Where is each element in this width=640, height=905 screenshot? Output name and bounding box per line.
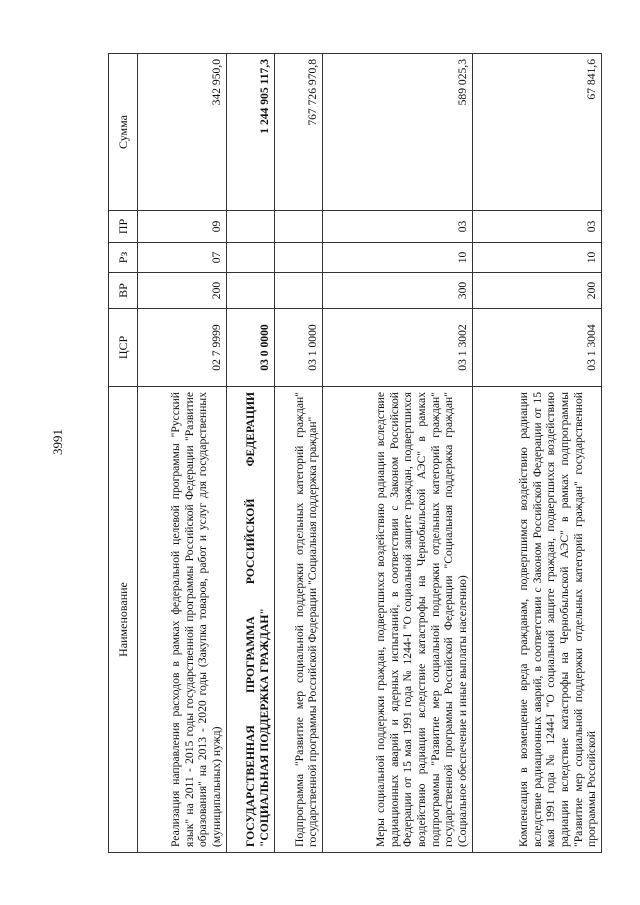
row-name: Компенсация в возмещение вреда гражданам, подвергшимся воздействию радиации вследствие радиационных аварий, в соответствии с Законом Российской Федерации от 15 мая 1991 года № 1244-I "О социальной защите граждан, подвергшихся воздействию радиации вследствие катастрофы на Чернобыльской АЭС" в рамках подпрограммы "Развитие мер социальной поддержки отдельных категорий граждан" государственной программы Российской — [472, 387, 601, 853]
row-rz — [274, 243, 322, 273]
row-pr — [274, 211, 322, 243]
row-csr: 03 1 0000 — [274, 309, 322, 387]
row-name: Подпрограмма "Развитие мер социальной поддержки отдельных категорий граждан" государственной программы Российской Федерации "Социальная поддержка граждан" — [274, 387, 322, 853]
row-vr: 300 — [322, 273, 472, 309]
row-sum: 342 950,0 — [138, 54, 227, 211]
table-row — [472, 54, 601, 853]
row-vr: 200 — [138, 273, 227, 309]
row-csr: 03 0 0000 — [226, 309, 274, 387]
table-row — [226, 54, 274, 853]
row-rz — [226, 243, 274, 273]
row-csr: 02 7 9999 — [138, 309, 227, 387]
row-name: Меры социальной поддержки граждан, подвергшихся воздействию радиации вследствие радиационных аварий и ядерных испытаний, в соответствии с Законом Российской Федерации от 15 мая 1991 года № 1244-I "О социальной защите граждан, подвергшихся воздействию радиации вследствие катастрофы на Чернобыльской АЭС" в рамках подпрограммы "Развитие мер социальной поддержки отдельных категорий граждан" государственной программы Российской Федерации "Социальная поддержка граждан" (Социальное обеспечение и иные выплаты населению) — [322, 387, 472, 853]
row-sum: 67 841,6 — [472, 54, 601, 211]
row-sum: 767 726 970,8 — [274, 54, 322, 211]
row-vr — [226, 273, 274, 309]
header-pr: ПР — [109, 211, 138, 243]
row-pr — [226, 211, 274, 243]
row-csr: 03 1 3004 — [472, 309, 601, 387]
row-vr: 200 — [472, 273, 601, 309]
row-rz: 07 — [138, 243, 227, 273]
table-row — [138, 54, 227, 853]
table-header-row — [109, 54, 138, 853]
row-rz: 10 — [472, 243, 601, 273]
table-row — [322, 54, 472, 853]
row-name: ГОСУДАРСТВЕННАЯ ПРОГРАММА РОССИЙСКОЙ ФЕДЕРАЦИИ "СОЦИАЛЬНАЯ ПОДДЕРЖКА ГРАЖДАН" — [226, 387, 274, 853]
row-sum: 589 025,3 — [322, 54, 472, 211]
table-row — [274, 54, 322, 853]
budget-table — [108, 53, 602, 853]
rotated-page-content — [108, 54, 602, 853]
page-number: 3991 — [50, 429, 65, 455]
row-sum: 1 244 905 117,3 — [226, 54, 274, 211]
row-vr — [274, 273, 322, 309]
row-name: Реализация направления расходов в рамках федеральной целевой программы "Русский язык" на 2011 - 2015 годы государственной программы Российской Федерации "Развитие образования" на 2013 - 2020 годы (Закупка товаров, работ и услуг для государственных (муниципальных) нужд) — [138, 387, 227, 853]
row-pr: 09 — [138, 211, 227, 243]
row-pr: 03 — [472, 211, 601, 243]
header-vr: ВР — [109, 273, 138, 309]
row-rz: 10 — [322, 243, 472, 273]
header-name: Наименование — [109, 387, 138, 853]
header-csr: ЦСР — [109, 309, 138, 387]
row-pr: 03 — [322, 211, 472, 243]
row-csr: 03 1 3002 — [322, 309, 472, 387]
header-rz: Рз — [109, 243, 138, 273]
header-sum: Сумма — [109, 54, 138, 211]
